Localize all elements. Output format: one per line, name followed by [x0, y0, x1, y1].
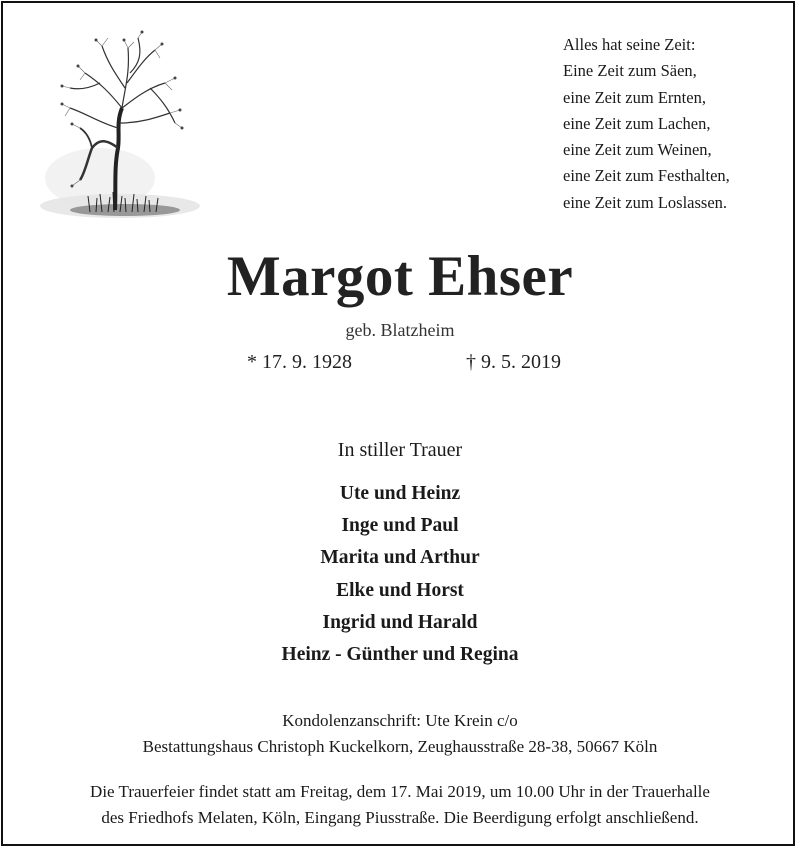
poem-line: eine Zeit zum Lachen,: [563, 113, 711, 133]
poem-line: Eine Zeit zum Säen,: [563, 61, 697, 81]
mourner-name: Inge und Paul: [341, 515, 459, 537]
mourner-name: Elke und Horst: [336, 579, 464, 601]
poem-line: eine Zeit zum Festhalten,: [563, 166, 730, 186]
poem-line: Alles hat seine Zeit:: [563, 35, 696, 54]
ceremony-line: Die Trauerfeier findet statt am Freitag, dem 17. Mai 2019, um 10.00 Uhr in der Trauerhalle: [90, 782, 710, 801]
poem: [563, 32, 783, 216]
condolence-line: Kondolenzanschrift: Ute Krein c/o: [282, 711, 518, 730]
tree-illustration: [30, 28, 205, 228]
condolence-address: [0, 708, 800, 760]
ceremony-info: [0, 779, 800, 831]
mourning-intro: In stiller Trauer: [337, 439, 463, 461]
poem-line: eine Zeit zum Loslassen.: [563, 192, 728, 212]
death-date: † 9. 5. 2019: [466, 351, 561, 373]
birth-date: * 17. 9. 1928: [247, 351, 352, 373]
poem-line: eine Zeit zum Ernten,: [563, 87, 706, 107]
mourner-name: Marita und Arthur: [320, 547, 480, 569]
mourners-list: [0, 478, 800, 671]
poem-line: eine Zeit zum Weinen,: [563, 140, 712, 160]
mourner-name: Heinz - Günther und Regina: [281, 644, 519, 666]
birth-name: geb. Blatzheim: [345, 320, 455, 340]
mourner-name: Ingrid und Harald: [322, 611, 478, 633]
condolence-line: Bestattungshaus Christoph Kuckelkorn, Zeughausstraße 28-38, 50667 Köln: [142, 737, 658, 756]
deceased-name: Margot Ehser: [226, 245, 574, 308]
ceremony-line: des Friedhofs Melaten, Köln, Eingang Piusstraße. Die Beerdigung erfolgt anschließend.: [101, 808, 699, 827]
mourner-name: Ute und Heinz: [339, 483, 461, 504]
